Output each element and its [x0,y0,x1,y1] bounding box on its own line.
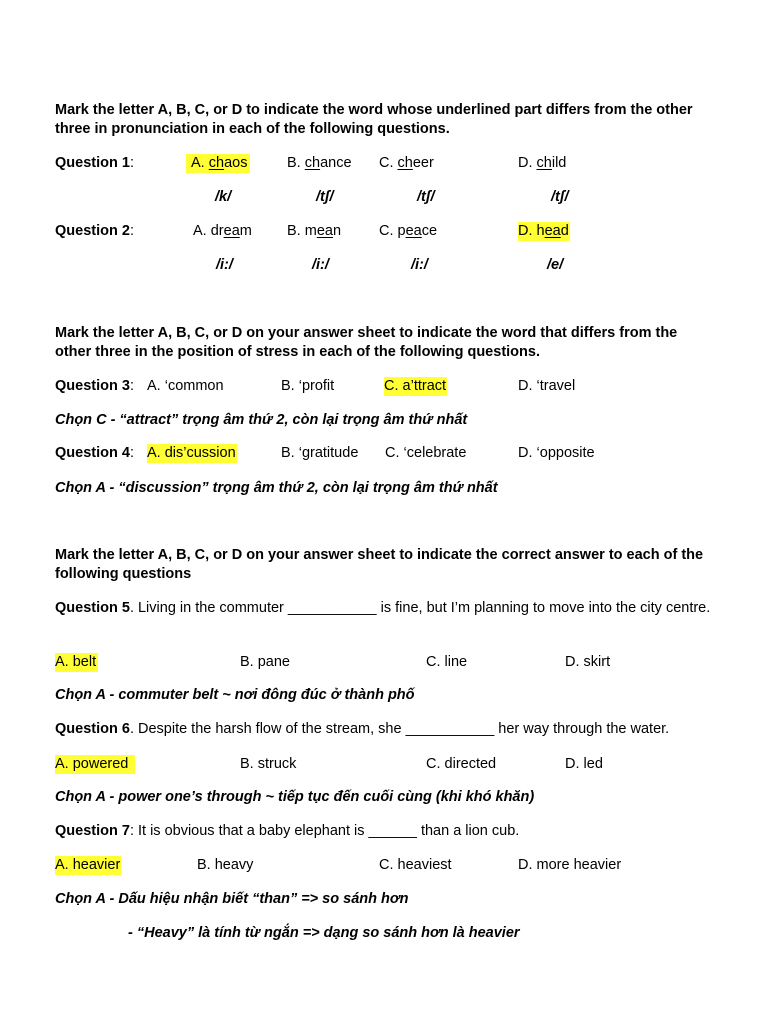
q2-option-c: C. peace [379,223,438,239]
q6-explanation: Chọn A - power one’s through ~ tiếp tục đến cuối cùng (khi khó khăn) [55,789,535,805]
q7-option-d: D. more heavier [518,857,622,873]
q4-option-c: C. ‘celebrate [385,445,467,461]
q7-option-c: C. heaviest [379,857,452,873]
q7-option-b: B. heavy [197,857,254,873]
q5-option-c: C. line [426,654,468,670]
q1-ipa-b: /tʃ/ [316,189,334,205]
section3-instruction: Mark the letter A, B, C, or D on your answer sheet to indicate the correct answer to each of the following questions [55,547,704,582]
q3-option-a: A. ‘common [147,378,224,394]
q4-label: Question 4: [55,445,134,461]
q4-option-b: B. ‘gratitude [281,445,359,461]
q5-option-b: B. pane [240,654,290,670]
q7-explanation: Chọn A - Dấu hiệu nhận biết “than” => so sánh hơn [55,891,409,907]
q3-option-d: D. ‘travel [518,378,576,394]
section2-instruction: Mark the letter A, B, C, or D on your answer sheet to indicate the word that differs from the other three in the position of stress in each of the following questions. [55,325,678,360]
q2-option-d: D. head [518,223,569,239]
q1-option-b: B. chance [287,155,352,171]
q2-option-a: A. dream [193,223,252,239]
q5-option-d: D. skirt [565,654,611,670]
q5-explanation: Chọn A - commuter belt ~ nơi đông đúc ở thành phố [55,687,415,703]
q3-option-c: C. a’ttract [384,378,447,394]
section1-instruction: Mark the letter A, B, C, or D to indicate the word whose underlined part differs from the other three in pronunciation in each of the following questions. [55,102,693,137]
q4-option-d: D. ‘opposite [518,445,595,461]
q1-option-d: D. child [518,155,567,171]
q1-ipa-a: /k/ [215,189,232,205]
q3-option-b: B. ‘profit [281,378,335,394]
q4-explanation: Chọn A - “discussion” trọng âm thứ 2, còn lại trọng âm thứ nhất [55,480,498,496]
q5-option-a: A. belt [55,654,97,670]
q3-explanation: Chọn C - “attract” trọng âm thứ 2, còn lại trọng âm thứ nhất [55,412,468,428]
q1-ipa-c: /tʃ/ [417,189,435,205]
q1-option-c: C. cheer [379,155,434,171]
q5-question: Question 5. Living in the commuter ___________ is fine, but I’m planning to move into the city centre. [55,600,711,616]
q6-option-b: B. struck [240,756,297,772]
q2-ipa-a: /i:/ [216,257,233,273]
q6-option-c: C. directed [426,756,497,772]
q7-question: Question 7: It is obvious that a baby elephant is ______ than a lion cub. [55,823,520,839]
q2-label: Question 2: [55,223,134,239]
q4-option-a: A. dis’cussion [147,445,236,461]
q1-ipa-d: /tʃ/ [551,189,569,205]
q2-ipa-b: /i:/ [312,257,329,273]
q7-option-a: A. heavier [55,857,121,873]
q6-option-d: D. led [565,756,603,772]
q2-ipa-c: /i:/ [411,257,428,273]
q1-label: Question 1: [55,155,134,171]
q2-ipa-d: /e/ [547,257,564,273]
q2-option-b: B. mean [287,223,342,239]
q7-explanation-detail: - “Heavy” là tính từ ngắn => dạng so sánh hơn là heavier [128,925,520,941]
q3-label: Question 3: [55,378,134,394]
q1-option-a: A. chaos [186,154,250,173]
q6-question: Question 6. Despite the harsh flow of the stream, she ___________ her way through the water. [55,721,670,737]
q6-option-a: A. powered [55,755,135,774]
